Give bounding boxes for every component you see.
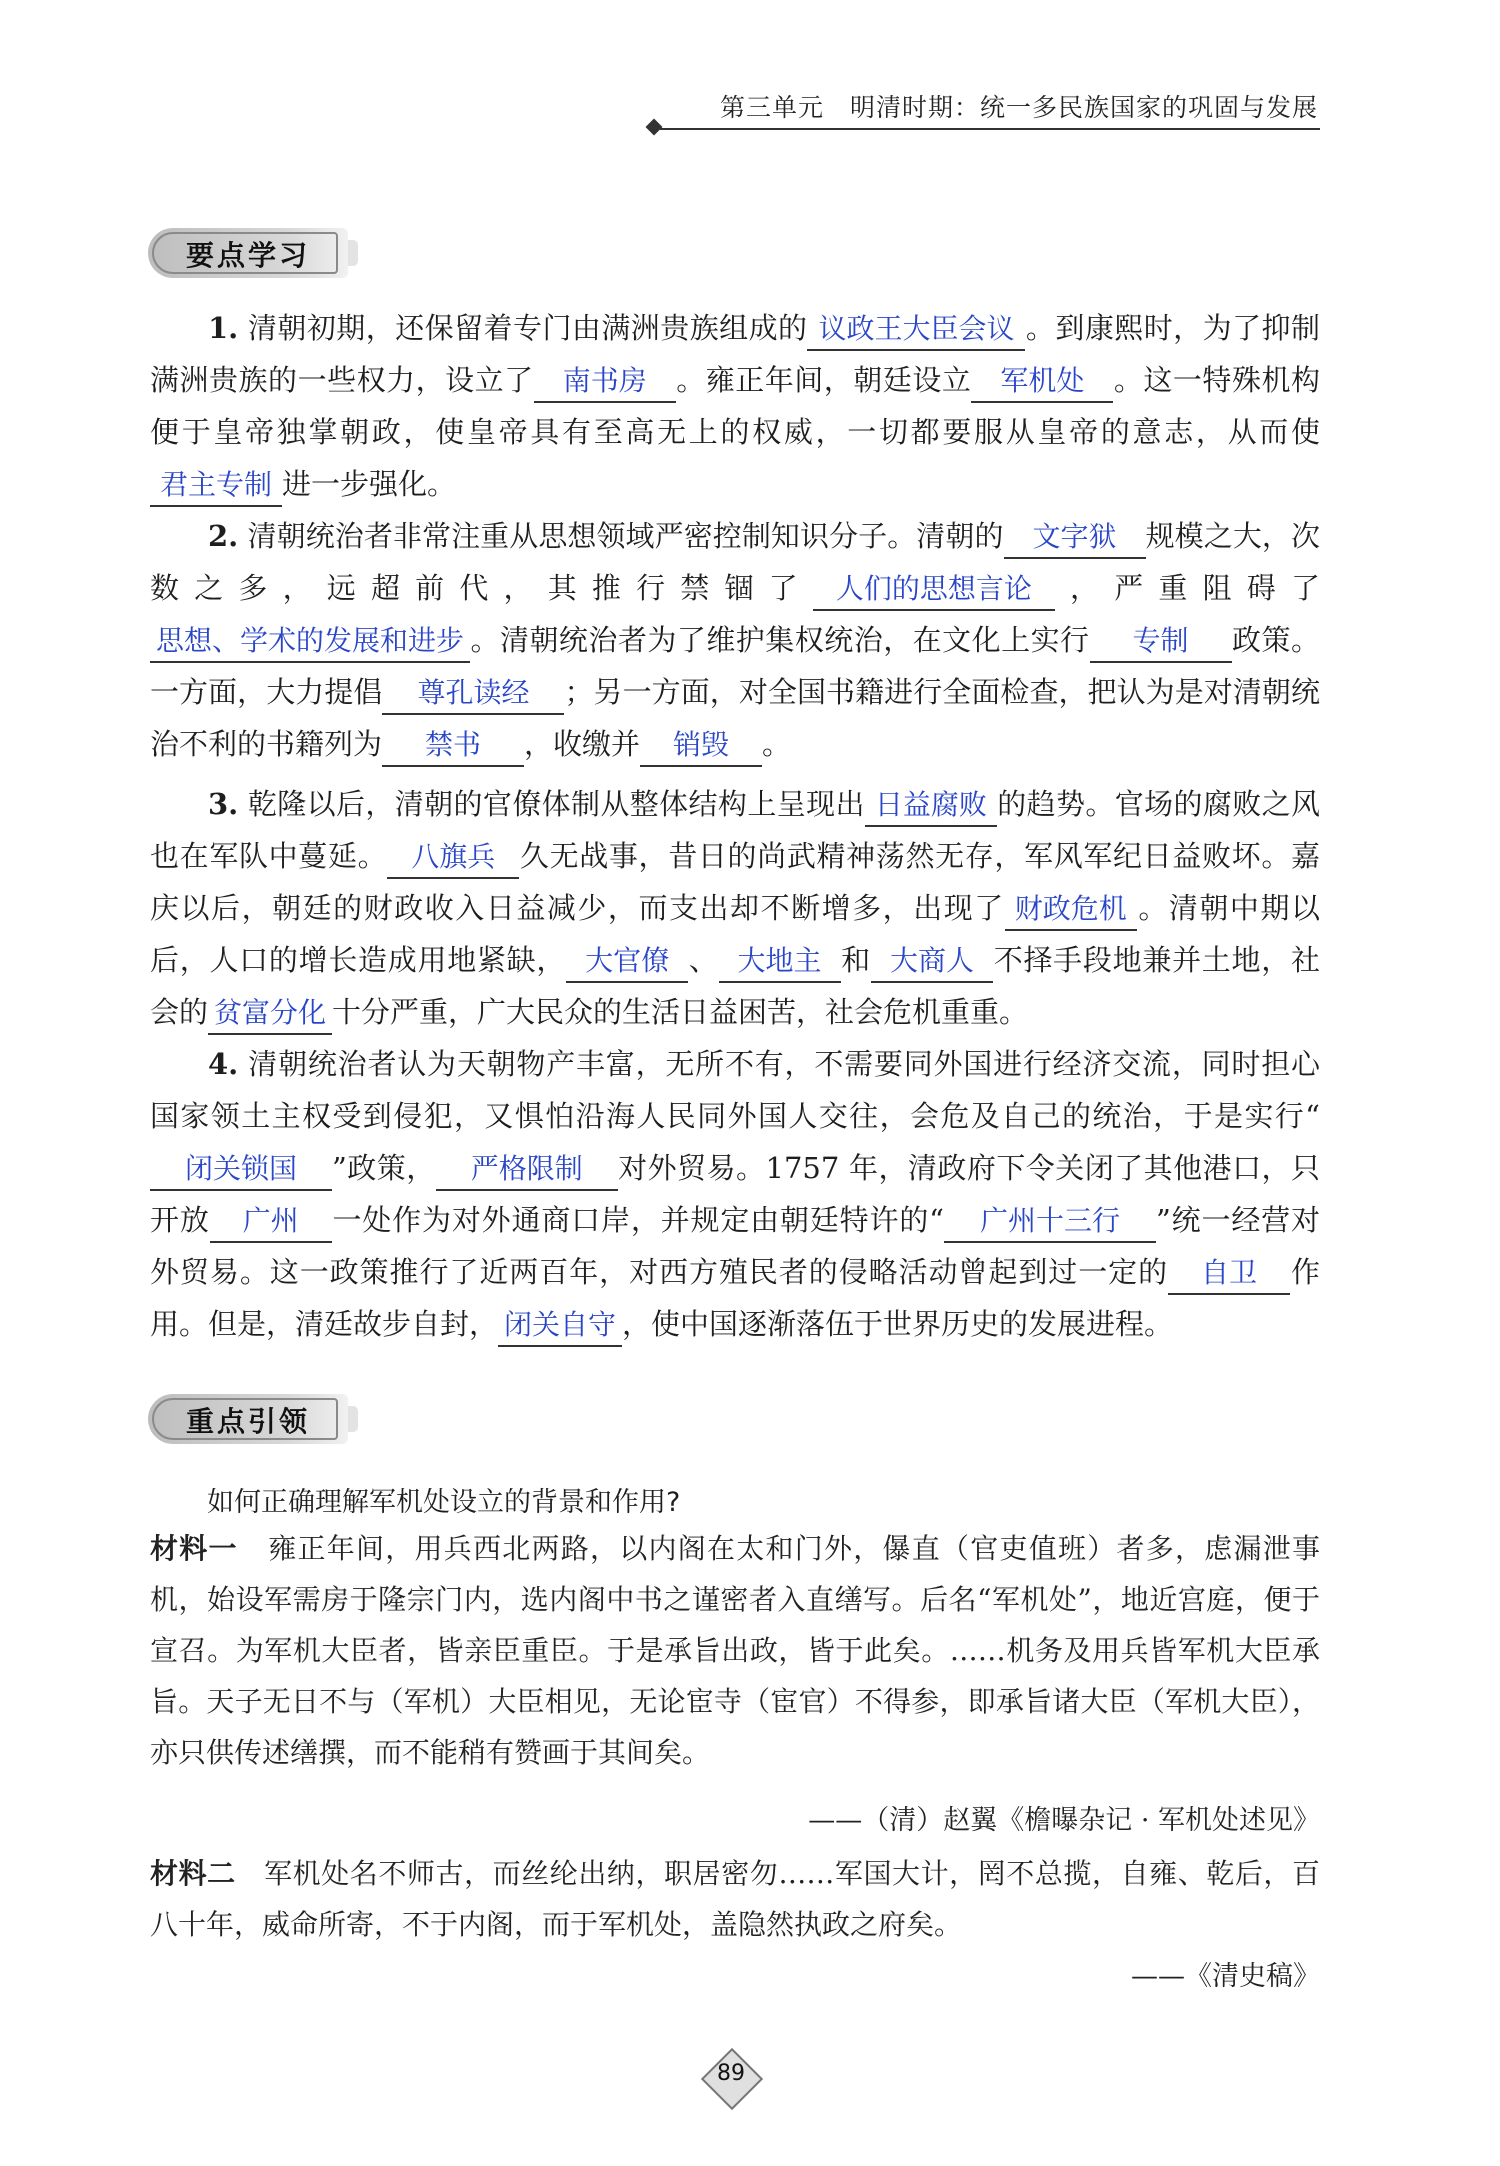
answer-blank[interactable]: 军机处 xyxy=(971,361,1113,403)
answer-blank[interactable]: 闭关自守 xyxy=(498,1305,622,1347)
answer-blank[interactable]: 财政危机 xyxy=(1005,889,1137,931)
material-2-source: ——《清史稿》 xyxy=(1131,1961,1320,1992)
answer-blank[interactable]: 广州十三行 xyxy=(944,1201,1156,1243)
material-1-source: ——（清）赵翼《檐曝杂记 · 军机处述见》 xyxy=(808,1805,1320,1836)
answer-blank[interactable]: 销毁 xyxy=(640,725,762,767)
paragraph-2: 2. 清朝统治者非常注重从思想领域严密控制知识分子。清朝的 文字狱 规模之大，次数之多，远超前代，其推行禁锢了 人们的思想言论 ，严重阻碍了思想、学术的发展和进步 。清朝统治者为了维护集权统治，在文化上实行 专制 政策。一方面，大力提倡 尊孔读经 ；另一方面，对全国书籍进行全面检查，把认为是对清朝统治不利的书籍列为 禁书 ，收缴并 销毁 。 xyxy=(150,510,1320,770)
material-label: 材料一 xyxy=(150,1532,238,1565)
page-number: 89 xyxy=(717,2061,745,2086)
paragraph-1: 1. 清朝初期，还保留着专门由满洲贵族组成的 议政王大臣会议 。到康熙时，为了抑制满洲贵族的一些权力，设立了 南书房 。雍正年间，朝廷设立 军机处 。这一特殊机构便于皇帝独掌朝政，使皇帝具有至高无上的权威，一切都要服从皇帝的意志，从而使君主专制 进一步强化。 xyxy=(150,302,1320,510)
answer-blank[interactable]: 文字狱 xyxy=(1004,517,1146,559)
answer-blank[interactable]: 南书房 xyxy=(534,361,676,403)
answer-blank[interactable]: 广州 xyxy=(210,1201,332,1243)
paragraph-3: 3. 乾隆以后，清朝的官僚体制从整体结构上呈现出 日益腐败 的趋势。官场的腐败之风也在军队中蔓延。 八旗兵 久无战事，昔日的尚武精神荡然无存，军风军纪日益败坏。嘉庆以后，朝廷的财政收入日益减少，而支出却不断增多，出现了 财政危机 。清朝中期以后，人口的增长造成用地紧缺， 大官僚 、 大地主 和 大商人 不择手段地兼并土地，社会的 贫富分化 十分严重，广大民众的生活日益困苦，社会危机重重。 xyxy=(150,778,1320,1038)
item-number: 4. xyxy=(208,1047,239,1081)
answer-blank[interactable]: 思想、学术的发展和进步 xyxy=(150,621,470,663)
paragraph-4: 4. 清朝统治者认为天朝物产丰富，无所不有，不需要同外国进行经济交流，同时担心国家领土主权受到侵犯，又惧怕沿海人民同外国人交往，会危及自己的统治，于是实行“闭关锁国 ”政策， 严格限制 对外贸易。1757 年，清政府下令关闭了其他港口，只开放 广州 一处作为对外通商口岸，并规定由朝廷特许的“ 广州十三行 ”统一经营对外贸易。这一政策推行了近两百年，对西方殖民者的侵略活动曾起到过一定的 自卫 作用。但是，清廷故步自封， 闭关自守 ，使中国逐渐落伍于世界历史的发展进程。 xyxy=(150,1038,1320,1350)
material-text: 军机处名不师古，而丝纶出纳，职居密勿……军国大计，罔不总揽，自雍、乾后，百八十年，威命所寄，不于内阁，而于军机处，盖隐然执政之府矣。 xyxy=(150,1857,1320,1941)
answer-blank[interactable]: 闭关锁国 xyxy=(150,1149,332,1191)
material-1 xyxy=(150,1523,1320,1778)
answer-blank[interactable]: 日益腐败 xyxy=(865,785,997,827)
answer-blank[interactable]: 大地主 xyxy=(719,941,841,983)
answer-blank[interactable]: 八旗兵 xyxy=(387,837,519,879)
answer-blank[interactable]: 严格限制 xyxy=(436,1149,618,1191)
section-label-guide xyxy=(148,1394,358,1444)
answer-blank[interactable]: 人们的思想言论 xyxy=(813,569,1055,611)
header-rule xyxy=(660,128,1320,130)
answer-blank[interactable]: 君主专制 xyxy=(150,465,282,507)
page-number-badge xyxy=(705,2052,757,2104)
answer-blank[interactable]: 议政王大臣会议 xyxy=(807,309,1025,351)
answer-blank[interactable]: 自卫 xyxy=(1168,1253,1290,1295)
answer-blank[interactable]: 贫富分化 xyxy=(208,993,332,1035)
item-number: 1. xyxy=(208,311,239,345)
item-number: 3. xyxy=(208,787,239,821)
section-title-guide: 重点引领 xyxy=(186,1405,311,1438)
answer-blank[interactable]: 大官僚 xyxy=(566,941,688,983)
section-label-study xyxy=(148,228,358,278)
item-number: 2. xyxy=(208,519,239,553)
answer-blank[interactable]: 禁书 xyxy=(382,725,524,767)
guide-question: 如何正确理解军机处设立的背景和作用? xyxy=(207,1487,681,1518)
unit-header: 第三单元 明清时期：统一多民族国家的巩固与发展 xyxy=(719,93,1318,122)
answer-blank[interactable]: 尊孔读经 xyxy=(382,673,564,715)
material-2 xyxy=(150,1848,1320,1950)
material-text: 雍正年间，用兵西北两路，以内阁在太和门外，儤直（官吏值班）者多，虑漏泄事机，始设军需房于隆宗门内，选内阁中书之谨密者入直缮写。后名“军机处”，地近宫庭，便于宣召。为军机大臣者，皆亲臣重臣。于是承旨出政，皆于此矣。……机务及用兵皆军机大臣承旨。天子无日不与（军机）大臣相见，无论宦寺（宦官）不得参，即承旨诸大臣（军机大臣），亦只供传述缮撰，而不能稍有赞画于其间矣。 xyxy=(150,1532,1320,1769)
material-label: 材料二 xyxy=(150,1857,236,1890)
answer-blank[interactable]: 专制 xyxy=(1090,621,1232,663)
answer-blank[interactable]: 大商人 xyxy=(871,941,993,983)
section-title-study: 要点学习 xyxy=(186,239,311,272)
